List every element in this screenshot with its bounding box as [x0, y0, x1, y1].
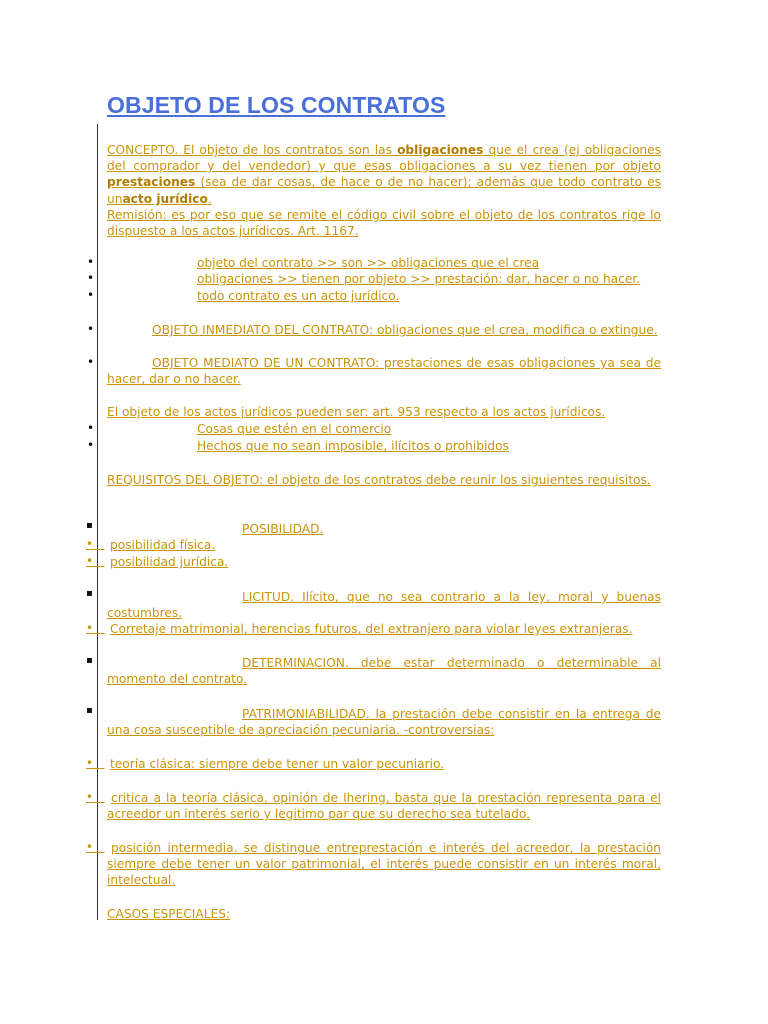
list-item[interactable]: obligaciones >> tienen por objeto >> prestación: dar, hacer o no hacer.: [197, 272, 641, 286]
actos-juridicos-text[interactable]: El objeto de los actos jurídicos pueden ser: art. 953 respecto a los actos jurídicos.: [107, 405, 606, 419]
list-bullet: •: [86, 621, 105, 635]
list-item[interactable]: Hechos que no sean imposible, ilícitos o prohibidos: [197, 439, 509, 453]
list-bullet: •: [87, 438, 95, 452]
square-bullet: ▪: [86, 520, 93, 531]
concepto-bold-acto: acto jurídico: [122, 191, 208, 206]
objeto-inmediato[interactable]: OBJETO INMEDIATO DEL CONTRATO: obligaciones que el crea, modifica o extingue.: [152, 323, 658, 337]
concepto-paragraph: [107, 142, 661, 239]
list-bullet: •: [87, 421, 95, 435]
remision-text: Remisión: es por eso que se remite el código civil sobre el objeto de los contratos rige lo dispuesto a los actos jurídicos. Art. 1167.: [107, 207, 661, 239]
list-bullet: •: [86, 537, 105, 551]
licitud-heading[interactable]: LICITUD. Ilícito, que no sea contrario a la ley, moral y buenas costumbres.: [107, 590, 661, 621]
posibilidad-fisica[interactable]: posibilidad física.: [110, 538, 216, 552]
concepto-bold-obligaciones: obligaciones: [397, 143, 484, 157]
list-bullet: •: [86, 790, 105, 804]
casos-especiales-heading[interactable]: CASOS ESPECIALES:: [107, 907, 231, 921]
corretaje-text[interactable]: Corretaje matrimonial, herencias futuros, del extranjero para violar leyes extranjeras.: [110, 622, 633, 636]
list-item[interactable]: todo contrato es un acto jurídico.: [197, 289, 400, 303]
concepto-text-2: que el crea (ej obligaciones del comprador y del vendedor) y que esas obligaciones a su vez tienen por objeto: [107, 143, 661, 174]
patrimonialidad-heading[interactable]: PATRIMONIABILIDAD. la prestación debe consistir en la entrega de una cosa susceptible de apreciación pecuniaria. -controversias:: [107, 707, 661, 738]
determinacion-heading[interactable]: DETERMINACION. debe estar determinado o determinable al momento del contrato.: [107, 656, 661, 687]
posicion-intermedia[interactable]: posición intermedia. se distingue entreprestación e interés del acreedor, la prestación siempre debe tener un valor patrimonial, el interés puede consistir en un interés moral, intelectual.: [107, 841, 661, 888]
list-item[interactable]: objeto del contrato >> son >> obligaciones que el crea: [197, 256, 540, 270]
posibilidad-juridica[interactable]: posibilidad jurídica.: [110, 555, 229, 569]
square-bullet: ▪: [86, 705, 93, 716]
list-bullet: •: [86, 554, 105, 568]
square-bullet: ▪: [86, 655, 93, 666]
concepto-bold-prestaciones: prestaciones: [107, 175, 196, 190]
concepto-text-1: CONCEPTO. El objeto de los contratos son las: [107, 143, 398, 157]
list-bullet: •: [87, 255, 95, 269]
teoria-clasica[interactable]: teoría clásica: siempre debe tener un valor pecuniario.: [110, 757, 445, 771]
concepto-text-4: .: [207, 191, 212, 206]
critica-teoria[interactable]: critica a la teoría clásica, opinión de Ihering, basta que la prestación representa para el acreedor un interés serio y legitimo par que su derecho sea tutelado.: [107, 791, 661, 822]
square-bullet: ▪: [86, 588, 93, 599]
concepto-text-3: (sea de dar cosas, de hace o de no hacer); además que todo contrato es un: [107, 175, 661, 206]
list-bullet: •: [87, 271, 95, 285]
list-item[interactable]: Cosas que estén en el comercio: [197, 422, 392, 436]
list-bullet: •: [87, 322, 95, 336]
list-bullet: •: [86, 840, 105, 854]
list-bullet: •: [86, 756, 105, 770]
requisitos-text[interactable]: REQUISITOS DEL OBJETO: el objeto de los contratos debe reunir los siguientes requisitos.: [107, 473, 651, 487]
list-bullet: •: [87, 288, 95, 302]
posibilidad-heading[interactable]: POSIBILIDAD.: [242, 522, 324, 536]
page-title: OBJETO DE LOS CONTRATOS: [107, 92, 446, 118]
list-bullet: •: [87, 355, 95, 369]
objeto-mediato[interactable]: OBJETO MEDIATO DE UN CONTRATO: prestaciones de esas obligaciones ya sea de hacer, dar o no hacer.: [107, 356, 661, 387]
